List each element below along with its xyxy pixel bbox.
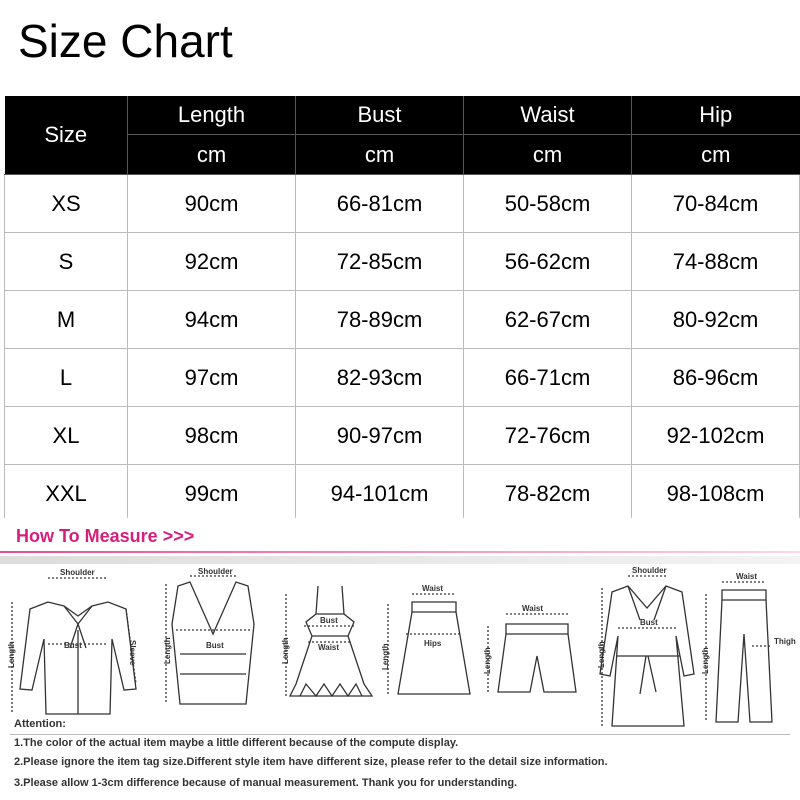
hip-column-header: Hip bbox=[632, 96, 800, 135]
hip-cell: 98-108cm bbox=[632, 465, 800, 523]
waist-label: Waist bbox=[422, 584, 444, 593]
size-cell: M bbox=[5, 291, 128, 349]
waist-cell: 78-82cm bbox=[464, 465, 632, 523]
bust-label: Bust bbox=[320, 616, 338, 625]
waist-cell: 62-67cm bbox=[464, 291, 632, 349]
waist-unit: cm bbox=[464, 135, 632, 175]
bust-column-header: Bust bbox=[296, 96, 464, 135]
waist-label: Waist bbox=[318, 643, 340, 652]
shorts-illustration bbox=[483, 604, 576, 692]
length-cell: 98cm bbox=[128, 407, 296, 465]
divider bbox=[0, 556, 800, 564]
size-cell: XL bbox=[5, 407, 128, 465]
size-column-header: Size bbox=[5, 96, 128, 175]
attention-label: Attention: bbox=[14, 718, 66, 730]
size-cell: L bbox=[5, 349, 128, 407]
waist-cell: 66-71cm bbox=[464, 349, 632, 407]
length-label: Length bbox=[597, 641, 606, 668]
bust-cell: 72-85cm bbox=[296, 233, 464, 291]
length-label: Length bbox=[483, 647, 492, 674]
hip-cell: 70-84cm bbox=[632, 175, 800, 233]
waist-cell: 56-62cm bbox=[464, 233, 632, 291]
bust-cell: 82-93cm bbox=[296, 349, 464, 407]
length-cell: 92cm bbox=[128, 233, 296, 291]
thigh-label: Thigh bbox=[774, 637, 796, 646]
bust-cell: 94-101cm bbox=[296, 465, 464, 523]
hip-cell: 92-102cm bbox=[632, 407, 800, 465]
waist-cell: 50-58cm bbox=[464, 175, 632, 233]
note-1: 1.The color of the actual item maybe a little different because of the compute display. bbox=[14, 737, 459, 749]
table-row bbox=[5, 291, 800, 349]
length-label: Length bbox=[381, 643, 390, 670]
waist-label: Waist bbox=[522, 604, 544, 613]
length-label: Length bbox=[281, 637, 290, 664]
size-cell: XXL bbox=[5, 465, 128, 523]
size-chart-table bbox=[4, 96, 800, 523]
length-cell: 99cm bbox=[128, 465, 296, 523]
bust-cell: 78-89cm bbox=[296, 291, 464, 349]
table-row bbox=[5, 349, 800, 407]
page-title: Size Chart bbox=[18, 15, 233, 67]
length-label: Length bbox=[7, 641, 16, 668]
length-cell: 97cm bbox=[128, 349, 296, 407]
size-cell: S bbox=[5, 233, 128, 291]
blouse-illustration bbox=[7, 568, 137, 714]
note-2: 2.Please ignore the item tag size.Different style item have different size, please refer to the detail size information. bbox=[14, 756, 608, 768]
bust-label: Bust bbox=[206, 641, 224, 650]
hips-label: Hips bbox=[424, 639, 442, 648]
divider bbox=[0, 551, 800, 553]
length-label: Length bbox=[163, 637, 172, 664]
waist-cell: 72-76cm bbox=[464, 407, 632, 465]
skirt-illustration bbox=[381, 584, 470, 694]
length-cell: 90cm bbox=[128, 175, 296, 233]
note-3: 3.Please allow 1-3cm difference because of manual measurement. Thank you for understanding. bbox=[14, 777, 518, 789]
tank-top-illustration bbox=[163, 567, 254, 704]
trousers-illustration bbox=[701, 572, 796, 722]
hip-cell: 80-92cm bbox=[632, 291, 800, 349]
hip-cell: 74-88cm bbox=[632, 233, 800, 291]
hip-unit: cm bbox=[632, 135, 800, 175]
coat-illustration bbox=[597, 566, 694, 726]
length-unit: cm bbox=[128, 135, 296, 175]
table-row bbox=[5, 465, 800, 523]
strap-dress-illustration bbox=[281, 586, 372, 696]
bust-label: Bust bbox=[640, 618, 658, 627]
sleeve-label: Sleeve bbox=[128, 640, 137, 666]
how-to-measure-section bbox=[0, 518, 800, 800]
table-row bbox=[5, 175, 800, 233]
divider bbox=[10, 734, 790, 735]
table-row bbox=[5, 407, 800, 465]
size-cell: XS bbox=[5, 175, 128, 233]
hip-cell: 86-96cm bbox=[632, 349, 800, 407]
length-label: Length bbox=[701, 647, 710, 674]
length-column-header: Length bbox=[128, 96, 296, 135]
waist-label: Waist bbox=[736, 572, 758, 581]
shoulder-label: Shoulder bbox=[632, 566, 667, 575]
length-cell: 94cm bbox=[128, 291, 296, 349]
table-row bbox=[5, 233, 800, 291]
shoulder-label: Shoulder bbox=[60, 568, 95, 577]
bust-unit: cm bbox=[296, 135, 464, 175]
bust-cell: 90-97cm bbox=[296, 407, 464, 465]
how-to-measure-heading: How To Measure >>> bbox=[16, 526, 195, 546]
waist-column-header: Waist bbox=[464, 96, 632, 135]
shoulder-label: Shoulder bbox=[198, 567, 233, 576]
garment-measurement-illustrations bbox=[0, 564, 800, 732]
bust-label: Bust bbox=[64, 641, 82, 650]
bust-cell: 66-81cm bbox=[296, 175, 464, 233]
